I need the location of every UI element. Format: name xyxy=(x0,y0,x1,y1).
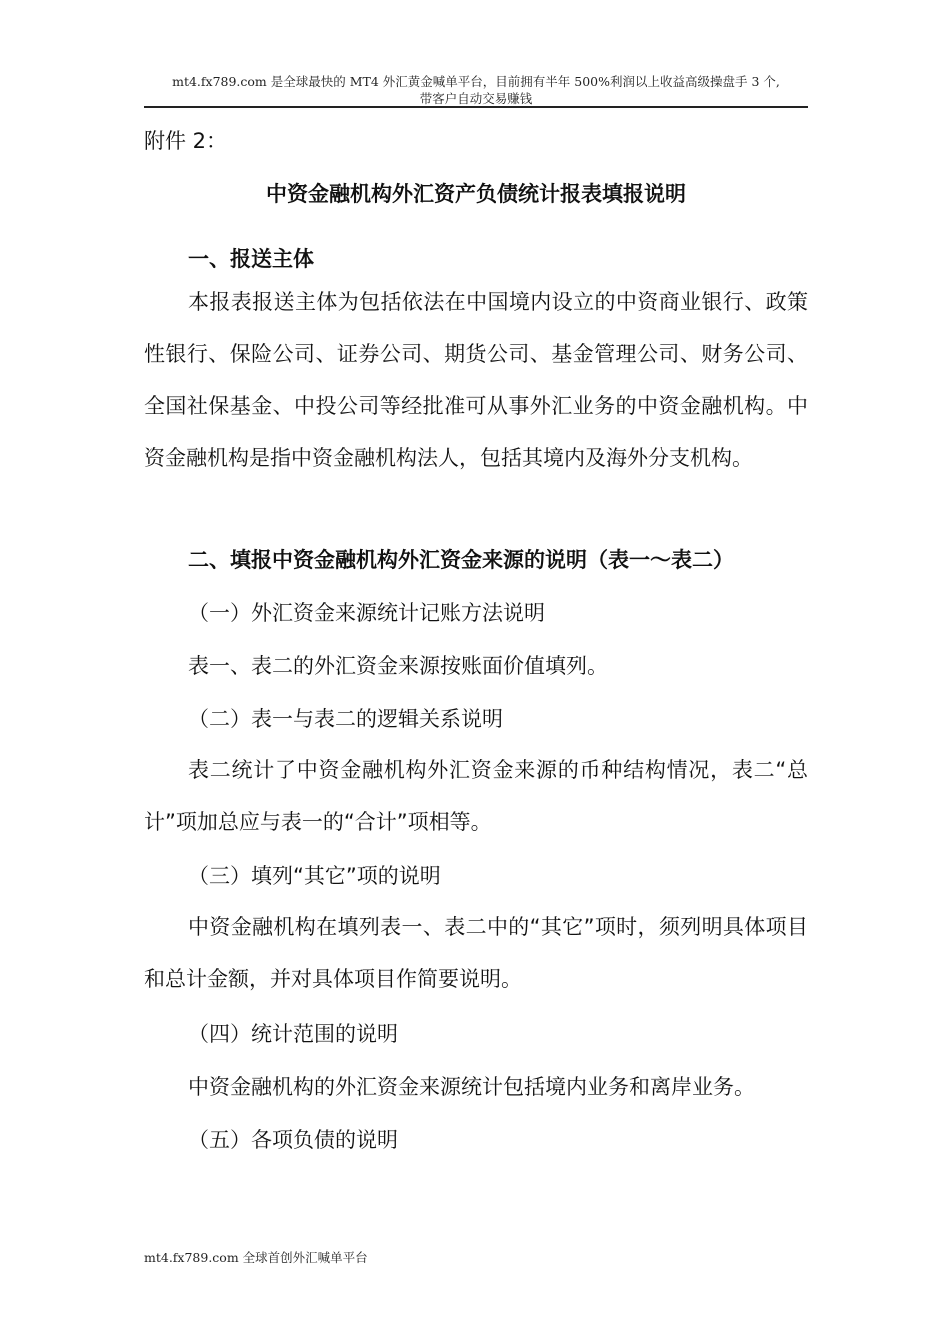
subsection-5-heading: （五）各项负债的说明 xyxy=(188,1128,398,1152)
subsection-4-heading: （四）统计范围的说明 xyxy=(188,1022,398,1046)
document-title: 中资金融机构外汇资产负债统计报表填报说明 xyxy=(266,182,686,206)
subsection-3-heading: （三）填列“其它”项的说明 xyxy=(188,864,441,888)
section-1-body: 本报表报送主体为包括依法在中国境内设立的中资商业银行、政策性银行、保险公司、证券公司、期货公司、基金管理公司、财务公司、全国社保基金、中投公司等经批准可从事外汇业务的中资金融机构。中资金融机构是指中资金融机构法人，包括其境内及海外分支机构。 xyxy=(144,290,808,470)
section-1-heading: 一、报送主体 xyxy=(188,247,314,271)
subsection-1-body: 表一、表二的外汇资金来源按账面价值填列。 xyxy=(188,654,608,678)
section-2-heading: 二、填报中资金融机构外汇资金来源的说明（表一～表二） xyxy=(188,548,734,572)
subsection-4-body: 中资金融机构的外汇资金来源统计包括境内业务和离岸业务。 xyxy=(188,1075,755,1099)
subsection-3-body: 中资金融机构在填列表一、表二中的“其它”项时，须列明具体项目和总计金额，并对具体项目作简要说明。 xyxy=(144,915,808,991)
page-footer: mt4.fx789.com 全球首创外汇喊单平台 xyxy=(144,1250,368,1265)
header-line-1: mt4.fx789.com 是全球最快的 MT4 外汇黄金喊单平台，目前拥有半年 500%利润以上收益高级操盘手 3 个, xyxy=(172,74,780,89)
attachment-label: 附件 2： xyxy=(144,129,228,153)
header-line-2: 带客户自动交易赚钱 xyxy=(419,91,533,106)
header-divider xyxy=(144,106,808,108)
subsection-2-body: 表二统计了中资金融机构外汇资金来源的币种结构情况，表二“总计”项加总应与表一的“合计”项相等。 xyxy=(144,758,808,834)
subsection-2-heading: （二）表一与表二的逻辑关系说明 xyxy=(188,707,503,731)
page-header xyxy=(144,73,808,107)
subsection-1-heading: （一）外汇资金来源统计记账方法说明 xyxy=(188,601,545,625)
